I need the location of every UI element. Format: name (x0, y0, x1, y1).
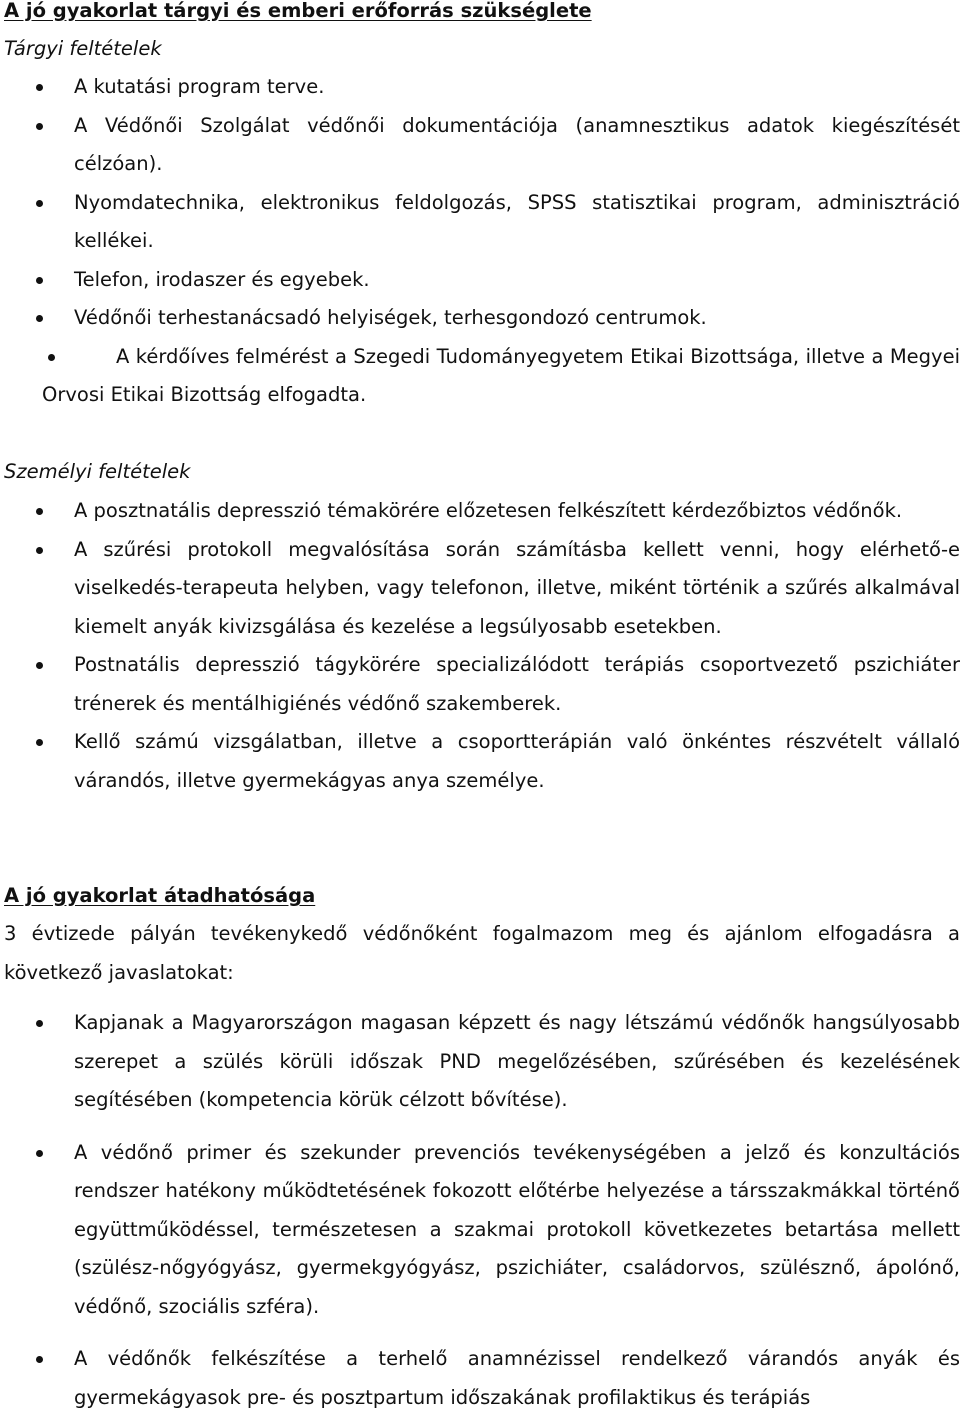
list-item: A kérdőíves felmérést a Szegedi Tudományegyetem Etikai Bizottsága, illetve a Megyei Orvosi Etikai Bizottság elfogadta. (42, 344, 960, 406)
bullet-icon (36, 508, 43, 515)
list-item: A posztnatális depresszió témakörére előzetesen felkészített kérdezőbiztos védőnők. (0, 492, 960, 531)
list-item: Védőnői terhestanácsadó helyiségek, terhesgondozó centrumok. (0, 299, 960, 338)
list-item: Kapjanak a Magyarországon magasan képzett és nagy létszámú védőnők hangsúlyosabb szerepet a szülés körüli időszak PND megelőzésében, szűrésében és kezelésének segítésében (kompetencia körük célzott bővítése). (0, 1004, 960, 1120)
bullet-icon (36, 1150, 43, 1157)
material-conditions-list (0, 68, 960, 415)
list-item: A védőnők felkészítése a terhelő anamnézissel rendelkező várandós anyák és gyermekágyasok pre- és posztpartum időszakának profilaktikus és terápiás (0, 1340, 960, 1417)
list-item: Kellő számú vizsgálatban, illetve a csoportterápián való önkéntes részvételt vállaló várandós, illetve gyermekágyas anya személye. (0, 723, 960, 800)
list-item: Telefon, irodaszer és egyebek. (0, 261, 960, 300)
list-item: A szűrési protokoll megvalósítása során számításba kellett venni, hogy elérhető-e viselkedés-terapeuta helyben, vagy telefonon, illetve, miként történik a szűrés alkalmával kiemelt anyák kivizsgálása és kezelése a legsúlyosabb esetekben. (0, 531, 960, 647)
intro-paragraph: 3 évtizede pályán tevékenykedő védőnőként fogalmazom meg és ajánlom elfogadásra a következő javaslatokat: (4, 922, 960, 984)
list-item: Nyomdatechnika, elektronikus feldolgozás, SPSS statisztikai program, adminisztráció kellékei. (0, 184, 960, 261)
bullet-icon (36, 315, 43, 322)
personal-conditions-title: Személyi feltételek (4, 460, 191, 483)
bullet-icon (36, 662, 43, 669)
list-item: A Védőnői Szolgálat védőnői dokumentációja (anamnesztikus adatok kiegészítését célzóan). (0, 107, 960, 184)
bullet-icon (36, 277, 43, 284)
list-item: A kutatási program terve. (0, 68, 960, 107)
bullet-icon (36, 739, 43, 746)
personal-conditions-list (0, 492, 960, 800)
material-conditions-title: Tárgyi feltételek (4, 37, 162, 60)
proposals-list (0, 1004, 960, 1417)
bullet-icon (36, 123, 43, 130)
list-item: Postnatális depresszió tágykörére specializálódott terápiás csoportvezető pszichiáter trénerek és mentálhigiénés védőnő szakemberek. (0, 646, 960, 723)
bullet-icon (36, 84, 43, 91)
bullet-icon (48, 354, 55, 361)
section-heading-transferability: A jó gyakorlat átadhatósága (4, 884, 316, 907)
bullet-icon (36, 547, 43, 554)
bullet-icon (36, 1020, 43, 1027)
bullet-icon (36, 1356, 43, 1363)
section-heading-resources: A jó gyakorlat tárgyi és emberi erőforrás szükséglete (4, 0, 592, 22)
list-item: A védőnő primer és szekunder prevenciós tevékenységében a jelző és konzultációs rendszer hatékony működtetésének fokozott előtérbe helyezése a társszakmákkal történő együttműködéssel, természetesen a szakmai protokoll következetes betartása mellett (szülész-nőgyógyász, gyermekgyógyász, pszichiáter, családorvos, szülésznő, ápolónő, védőnő, szociális szféra). (0, 1134, 960, 1327)
bullet-icon (36, 200, 43, 207)
